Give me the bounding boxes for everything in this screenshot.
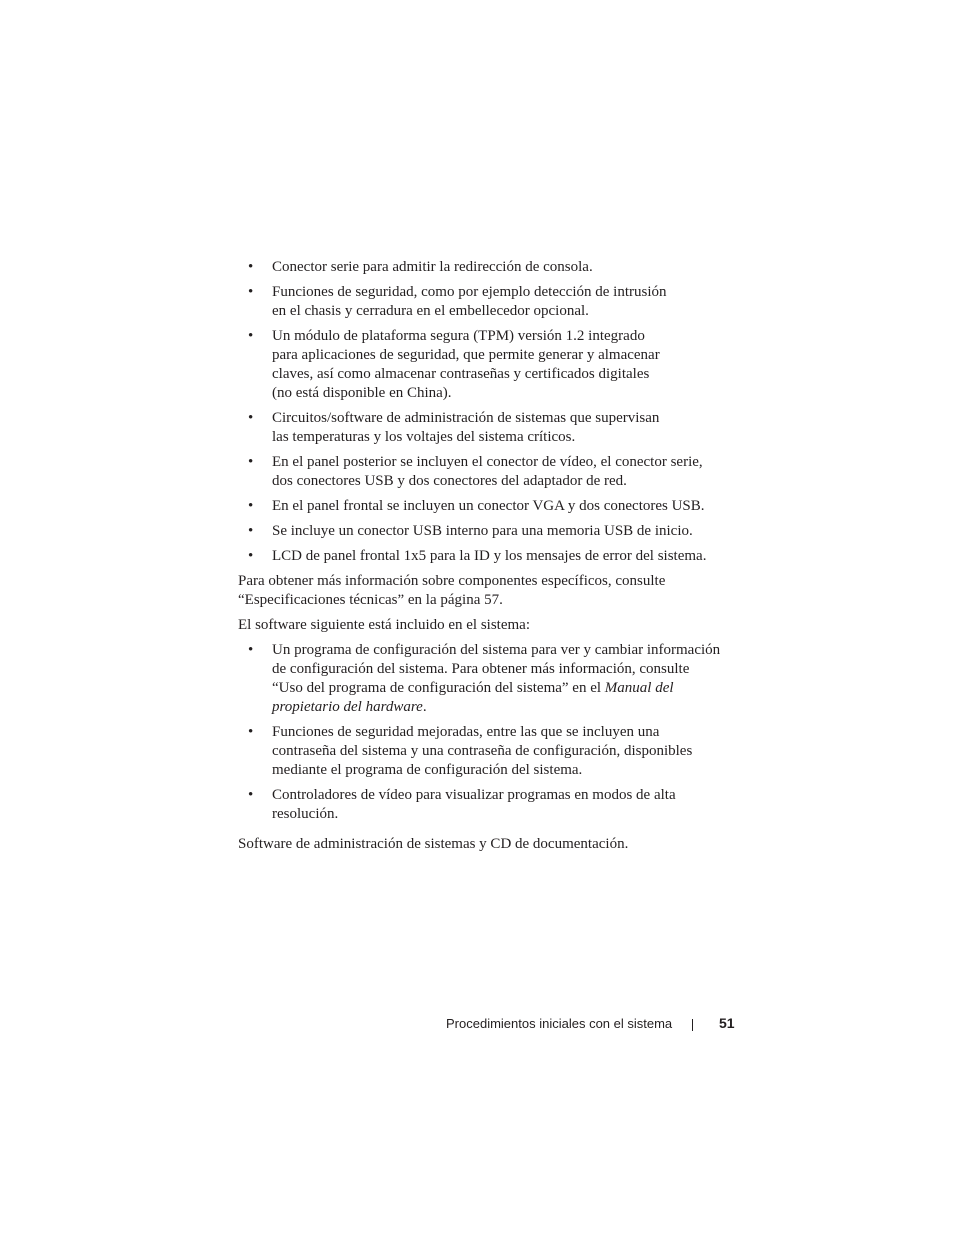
bullet-glyph: • <box>248 259 254 275</box>
paragraph-line: Para obtener más información sobre componentes específicos, consulte <box>238 573 666 589</box>
list-item <box>238 258 738 277</box>
list-item-line: claves, así como almacenar contraseñas y certificados digitales <box>272 366 650 382</box>
paragraph-line: “Especificaciones técnicas” en la página 57. <box>238 592 503 608</box>
bullet-glyph: • <box>248 523 254 539</box>
list-item-line: En el panel posterior se incluyen el conector de vídeo, el conector serie, <box>272 454 703 470</box>
list-item <box>238 283 738 321</box>
list-item-line: dos conectores USB y dos conectores del adaptador de red. <box>272 473 627 489</box>
list-item-line: Funciones de seguridad mejoradas, entre las que se incluyen una <box>272 724 660 740</box>
list-item-text: . <box>422 699 427 715</box>
list-item-line: Un programa de configuración del sistema para ver y cambiar información <box>272 642 721 658</box>
page-number: 51 <box>719 1015 735 1031</box>
list-item-line: contraseña del sistema y una contraseña de configuración, disponibles <box>272 743 693 759</box>
list-item-line: para aplicaciones de seguridad, que permite generar y almacenar <box>272 347 660 363</box>
list-item-line: en el chasis y cerradura en el embellecedor opcional. <box>272 303 589 319</box>
list-item <box>238 327 738 403</box>
bullet-glyph: • <box>248 284 254 300</box>
manual-title-italic: Manual del <box>604 680 674 696</box>
list-item-line: Funciones de seguridad, como por ejemplo detección de intrusión <box>272 284 667 300</box>
bullet-glyph: • <box>248 724 254 740</box>
manual-title-italic: propietario del hardware <box>272 699 423 715</box>
footer-chapter-title: Procedimientos iniciales con el sistema <box>446 1016 673 1031</box>
bullet-glyph: • <box>248 410 254 426</box>
bullet-glyph: • <box>248 454 254 470</box>
list-item-line: (no está disponible en China). <box>272 385 452 401</box>
list-item-line <box>272 698 738 717</box>
bullet-glyph: • <box>248 787 254 803</box>
list-item <box>238 641 738 717</box>
list-item-line: Conector serie para admitir la redirección de consola. <box>272 259 593 275</box>
list-item-line: Circuitos/software de administración de sistemas que supervisan <box>272 410 660 426</box>
software-list <box>238 641 738 824</box>
list-item-line: de configuración del sistema. Para obtener más información, consulte <box>272 661 690 677</box>
list-item-line <box>272 679 738 698</box>
list-item-line: las temperaturas y los voltajes del sistema críticos. <box>272 429 576 445</box>
list-item-line: Se incluye un conector USB interno para una memoria USB de inicio. <box>272 523 693 539</box>
list-item <box>238 522 738 541</box>
list-item <box>238 723 738 780</box>
paragraph-software-intro: El software siguiente está incluido en el sistema: <box>238 617 531 633</box>
list-item-line: Un módulo de plataforma segura (TPM) versión 1.2 integrado <box>272 328 645 344</box>
list-item-line: mediante el programa de configuración del sistema. <box>272 762 583 778</box>
bullet-glyph: • <box>248 548 254 564</box>
list-item <box>238 786 738 824</box>
list-item <box>238 453 738 491</box>
list-item-text: “Uso del programa de configuración del sistema” en el <box>272 680 605 696</box>
bullet-glyph: • <box>248 498 254 514</box>
bullet-glyph: • <box>248 328 254 344</box>
list-item-line: En el panel frontal se incluyen un conector VGA y dos conectores USB. <box>272 498 705 514</box>
hardware-features-list <box>238 258 738 566</box>
bullet-glyph: • <box>248 642 254 658</box>
content <box>238 258 738 860</box>
list-item-line: LCD de panel frontal 1x5 para la ID y los mensajes de error del sistema. <box>272 548 707 564</box>
paragraph-more-info <box>238 572 738 610</box>
list-item <box>238 547 738 566</box>
footer-divider <box>692 1019 693 1031</box>
list-item-line: Controladores de vídeo para visualizar programas en modos de alta <box>272 787 676 803</box>
page-footer <box>440 1014 740 1034</box>
paragraph-software-cd: Software de administración de sistemas y CD de documentación. <box>238 836 629 852</box>
list-item <box>238 497 738 516</box>
list-item <box>238 409 738 447</box>
list-item-line: resolución. <box>272 806 339 822</box>
